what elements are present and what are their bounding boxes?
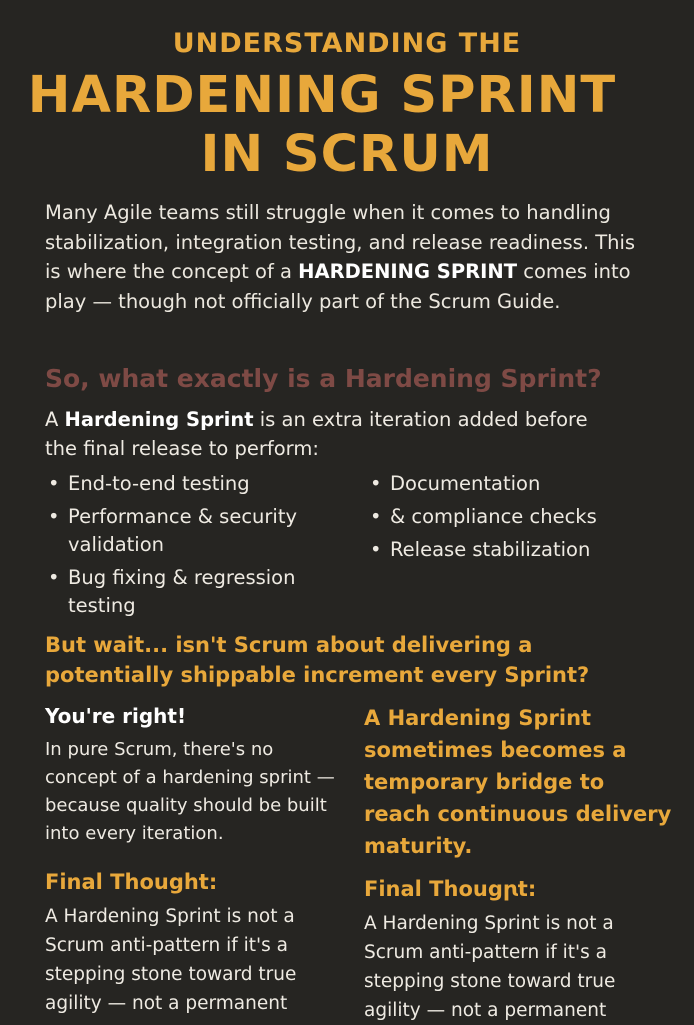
list-item: • End-to-end testing [45,470,335,498]
final-thought-body-left: A Hardening Sprint is not a Scrum anti-pattern if it's a stepping stone toward true agility — not a permanent [45,906,297,1014]
activities-list-right [367,470,657,569]
list-item: • Release stabilization [367,536,657,564]
intro-paragraph [45,198,655,316]
definition-paragraph [45,405,605,463]
page-title-line2: IN SCRUM [200,125,494,184]
answer-body: In pure Scrum, there's no concept of a hardening sprint — because quality should be built into every iteration. [45,739,335,844]
final-thought-heading-right: Final Thougꞃt: [364,877,537,901]
final-thought-body-right: A Hardening Sprint is not a Scrum anti-pattern if it's a stepping stone toward true agility — not a permanent [364,913,616,1021]
definition-term: Hardening Sprint [64,408,254,431]
page-title-line1: HARDENING SPRINT [27,66,617,125]
definition-rest: is an extra iteration added before the final release to perform: [45,408,588,460]
list-item: • Bug fixing & regression testing [45,564,335,620]
intro-text-after: comes into play — though not officially part of the Scrum Guide. [45,260,631,313]
final-thought-heading-left: Final Thought: [45,870,218,894]
list-item: • & compliance checks [367,503,657,531]
definition-heading: So, what exactly is a Hardening Sprint? [45,364,602,393]
bridge-callout: A Hardening Sprint sometimes becomes a temporary bridge to reach continuous delivery maturity. [364,706,672,858]
list-item: • Documentation [367,470,657,498]
intro-highlight: HARDENING SPRINT [298,260,518,283]
activities-list-left [45,470,335,625]
answer-heading: You're right! [45,704,187,728]
definition-prefix: A [45,408,65,431]
question-heading: But wait... isn't Scrum about delivering a potentially shippable increment every Sprint? [45,633,590,687]
list-item: • Performance & security validation [45,503,335,559]
page-subtitle: UNDERSTANDING THE [172,28,522,59]
intro-text-before: Many Agile teams still struggle when it comes to handling stabilization, integration testing, and release readiness. This is where the concept of a [45,201,636,283]
